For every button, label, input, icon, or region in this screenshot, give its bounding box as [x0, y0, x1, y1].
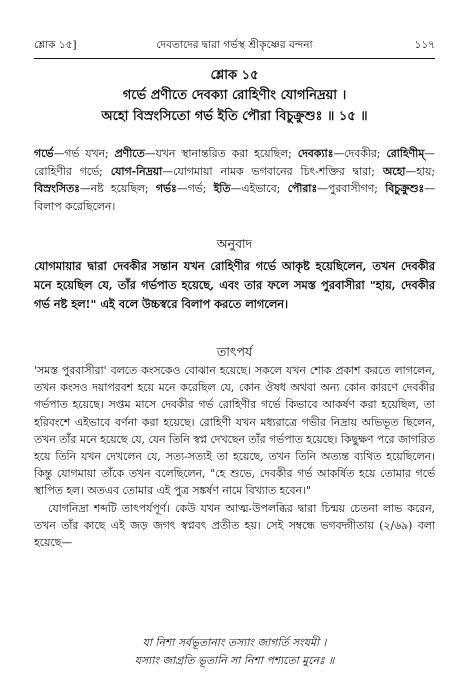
synonym-meaning: হায়; — [416, 164, 435, 178]
header-verse-ref: শ্লোক ১৫] — [34, 39, 77, 51]
gita-quote — [34, 634, 435, 670]
synonym-meaning: গর্ভ যখন; — [64, 147, 115, 160]
page-header — [34, 38, 435, 56]
synonym-meaning: যখন স্থানান্তরিত করা হয়েছিল; — [155, 147, 298, 160]
purport-paragraph: যোগনিদ্রা শব্দটি তাৎপর্যপূর্ণ। কেউ যখন আত্ম-উপলব্ধির দ্বারা চিন্ময় চেতনা লাভ করেন, তখন তাঁর কাছে এই জড় জগৎ স্বপ্নবৎ প্রতীত হয়। সেই সম্বন্ধে ভগবদ্গীতায় (২/৬৯) বলা হয়েছে— — [34, 501, 435, 550]
synonym-word: ইতি — [213, 182, 231, 195]
translation-text: যোগমায়ার দ্বারা দেবকীর সন্তান যখন রোহিণীর গর্ভে আকৃষ্ট হয়েছিলেন, তখন দেবকীর মনে হয়েছিল যে, তাঁর গর্ভপাত হয়েছে, এবং তার ফলে সমস্ত পুরবাসীরা "হায়, দেবকীর গর্ভ নষ্ট হল!" এই বলে উচ্চস্বরে বিলাপ করতে লাগলেন। — [34, 259, 435, 311]
quote-line: যা নিশা সর্বভূতানাং তস্যাং জাগর্তি সংযমী । — [142, 636, 327, 649]
synonym-word: গর্ভে — [34, 147, 54, 160]
synonym-word: পৌরাঃ — [287, 182, 318, 195]
synonym-word: দেবক্যাঃ — [297, 147, 334, 160]
purport-heading: তাৎপর্য — [216, 344, 253, 359]
synonym-word: বিচুক্রুশুঃ — [385, 182, 425, 195]
quote-line: যস্যাং জাগ্রতি ভূতানি সা নিশা পশ্যতো মুনেঃ ॥ — [134, 654, 335, 667]
synonym-meaning: রোহিণীর গর্ভে; — [34, 164, 111, 178]
synonym-word: প্রণীতে — [114, 147, 145, 160]
verse-title: শ্লোক ১৫ — [210, 68, 259, 83]
synonym-meaning: যোগমায়া নামক ভগবানের চিৎ-শক্তির দ্বারা; — [173, 164, 383, 178]
synonym-meaning: গর্ভ; — [187, 182, 214, 195]
verse-line: অহো বিস্রংসিতো গর্ভ ইতি পৌরা বিচুক্রুশুঃ ॥ ১৫ ॥ — [101, 109, 368, 124]
synonym-word: যোগ-নিদ্রয়া — [110, 164, 163, 178]
verse-line: গর্ভে প্রণীতে দেবক্যা রোহিণীং যোগনিদ্রয়া । — [122, 88, 347, 103]
word-for-word-synonyms: গর্ভে—গর্ভ যখন; প্রণীতে—যখন স্থানান্তরিত করা হয়েছিল; দেবক্যাঃ—দেবকীর; রোহিণীম্—রোহিণীর গর্ভে; যোগ-নিদ্রয়া—যোগমায়া নামক ভগবানের চিৎ-শক্তির দ্বারা; অহো—হায়; বিস্রংসিতঃ—নষ্ট হয়েছিল; গর্ভঃ—গর্ভ; ইতি—এইভাবে; পৌরাঃ—পুরবাসীগণ; বিচুক্রুশুঃ—বিলাপ করেছিলেন। — [34, 147, 435, 213]
synonym-meaning: বিলাপ করেছিলেন। — [34, 199, 116, 213]
purport-body — [34, 362, 435, 551]
synonym-word: রোহিণীম্ — [386, 147, 425, 160]
synonym-word: গর্ভঃ — [155, 182, 177, 195]
translation-heading: অনুবাদ — [216, 236, 253, 251]
synonym-meaning: দেবকীর; — [344, 147, 387, 160]
sanskrit-verse — [34, 85, 435, 127]
synonym-meaning: নষ্ট হয়েছিল; — [90, 182, 156, 195]
synonym-meaning: এইভাবে; — [241, 182, 288, 195]
synonym-word: অহো — [382, 164, 406, 178]
synonym-meaning: পুরবাসীগণ; — [327, 182, 386, 195]
page-number: ১১৭ — [414, 39, 435, 51]
header-chapter-title: দেবতাদের দ্বারা গর্ভস্থ শ্রীকৃষ্ণের বন্দনা — [156, 39, 313, 51]
purport-paragraph: 'সমস্ত পুরবাসীরা' বলতে কংসকেও বোঝান হয়েছে। সকলে যখন শোক প্রকাশ করতে লাগলেন, তখন কংসও দয়াপরবশ হয়ে মনে করেছিল যে, কোন ঔষধ অথবা অন্য কোন কারণে দেবকীর গর্ভপাত হয়েছে। সপ্তম মাসে দেবকীর গর্ভ রোহিণীর গর্ভে কিভাবে আকর্ষণ করা হয়েছিল, তা হরিবংশে এইভাবে বর্ণনা করা হয়েছে। রোহিণী যখন মধ্যরাত্রে গভীর নিদ্রায় অভিভূত ছিলেন, তখন তাঁর মনে হয়েছে যে, যেন তিনি স্বপ্ন দেখছেন তাঁর গর্ভপাত হয়েছে। কিছুক্ষণ পরে জাগরিত হয়ে তিনি যখন দেখলেন যে, সত্য-সত্যই তা হয়েছে, তখন তিনি অত্যন্ত ব্যথিত হয়েছিলেন। কিন্তু যোগমায়া তাঁকে তখন বলেছিলেন, "হে শুভে, দেবকীর গর্ভ আকর্ষিত হয়ে তোমার গর্ভে স্থাপিত হল। অতএব তোমার এই পুত্র সঙ্কর্ষণ নামে বিখ্যাত হবেন।" — [34, 364, 435, 498]
synonym-word: বিস্রংসিতঃ — [34, 182, 80, 195]
header-rule — [34, 58, 435, 59]
